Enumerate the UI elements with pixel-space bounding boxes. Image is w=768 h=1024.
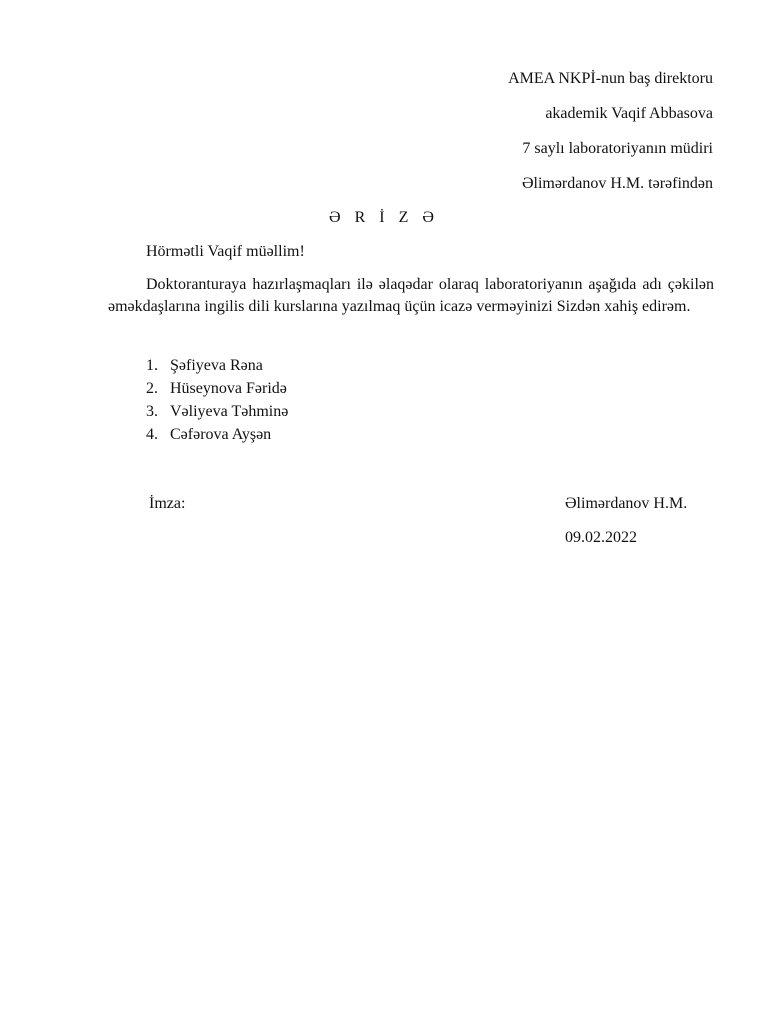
- addressee-line: akademik Vaqif Abbasova: [545, 105, 713, 122]
- list-item-number: 1.: [146, 357, 158, 374]
- sender-position-line: 7 saylı laboratoriyanın müdiri: [522, 140, 713, 157]
- list-item-number: 4.: [146, 426, 158, 443]
- salutation: Hörmətli Vaqif müəllim!: [146, 243, 305, 260]
- addressee-line: AMEA NKPİ-nun baş direktoru: [508, 70, 713, 87]
- list-item-name: Vəliyeva Təhminə: [170, 403, 289, 420]
- document-title: Ə R İ Z Ə: [329, 209, 439, 226]
- list-item-name: Hüseynova Fəridə: [170, 380, 287, 397]
- list-item-name: Cəfərova Ayşən: [170, 426, 272, 443]
- addressee-block: [508, 68, 713, 208]
- list-item-number: 3.: [146, 403, 158, 420]
- list-item-number: 2.: [146, 380, 158, 397]
- request-paragraph: Doktoranturaya hazırlaşmaqları ilə əlaqədar olaraq laboratoriyanın aşağıda adı çəkilən əməkdaşlarına ingilis dili kurslarına yazılmaq üçün icazə verməyinizi Sizdən xahiş edirəm.: [108, 276, 714, 315]
- list-item-name: Şəfiyeva Rəna: [170, 357, 263, 374]
- signature-date: 09.02.2022: [565, 529, 637, 546]
- signature-label: İmza:: [149, 495, 186, 512]
- signatory-name: Əlimərdanov H.M.: [565, 495, 688, 512]
- sender-name-line: Əlimərdanov H.M. tərəfindən: [521, 175, 713, 192]
- list-item: [146, 355, 288, 378]
- list-item: [146, 424, 288, 447]
- employee-list: [146, 355, 288, 447]
- list-item: [146, 378, 288, 401]
- list-item: [146, 401, 288, 424]
